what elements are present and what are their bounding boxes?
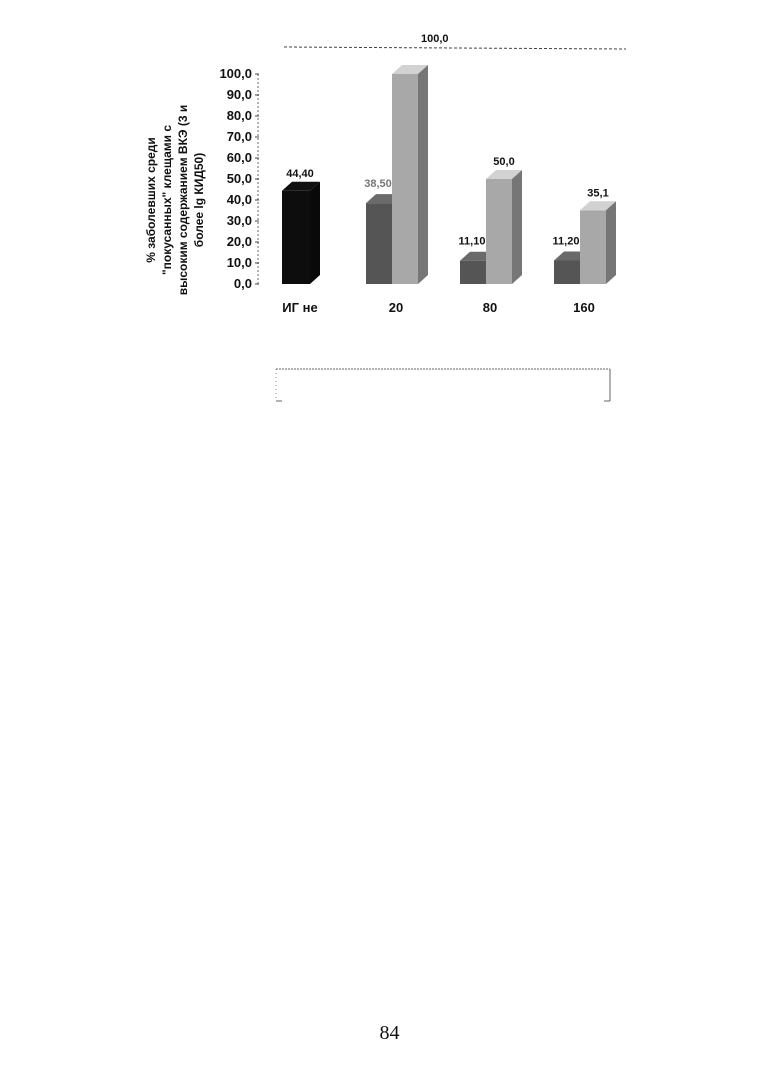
bar-1-series-2 xyxy=(392,65,428,284)
page-number: 84 xyxy=(379,1022,400,1044)
data-label: 11,10 xyxy=(458,235,486,248)
top-dashed-line xyxy=(284,47,626,49)
y-tick-label: 40,0 xyxy=(226,192,252,207)
bar-0-series-1-front xyxy=(282,191,310,284)
y-tick-label: 20,0 xyxy=(226,234,252,249)
y-axis-label-line-4: более lg КИД50) xyxy=(192,152,206,248)
y-axis-label-line-2: "покусанных" клещами с xyxy=(160,124,174,276)
y-axis-label-line-1: % заболевших среди xyxy=(144,137,158,263)
top-annotation: 100,0 xyxy=(421,33,449,45)
bar-2-series-2 xyxy=(486,170,522,284)
data-label: 38,50 xyxy=(364,178,392,191)
x-category-label: ИГ не xyxy=(282,300,318,315)
data-label: 11,20 xyxy=(552,235,580,248)
legend-box xyxy=(276,369,610,401)
y-tick-label: 100,0 xyxy=(219,66,252,81)
y-tick-label: 30,0 xyxy=(226,213,252,228)
bar-1-series-2-side xyxy=(418,65,428,284)
bars xyxy=(282,65,616,284)
y-axis-label-line-3: высоким содержанием ВКЭ (3 и xyxy=(176,104,190,296)
bar-2-series-2-front xyxy=(486,179,512,284)
bar-0-series-1 xyxy=(282,182,320,284)
y-tick-label: 90,0 xyxy=(226,87,252,102)
x-category-label: 160 xyxy=(573,300,595,315)
bar-1-series-2-front xyxy=(392,74,418,284)
y-tick-label: 70,0 xyxy=(226,129,252,144)
data-label: 50,0 xyxy=(493,156,515,168)
x-category-label: 80 xyxy=(482,300,498,315)
bar-3-series-1-front xyxy=(554,260,580,284)
bar-2-series-2-side xyxy=(512,170,522,284)
category-labels xyxy=(282,300,595,315)
data-label: 35,1 xyxy=(587,187,609,200)
bar-3-series-2-side xyxy=(606,201,616,284)
bar-0-series-1-side xyxy=(310,182,320,284)
y-tick-label: 80,0 xyxy=(226,108,252,123)
x-category-label: 20 xyxy=(388,300,404,315)
bar-2-series-1-front xyxy=(460,261,486,284)
y-tick-label: 10,0 xyxy=(226,255,252,270)
y-tick-label: 0,0 xyxy=(233,276,252,291)
bar-1-series-1-front xyxy=(366,203,392,284)
bar-3-series-2 xyxy=(580,201,616,284)
bar-3-series-2-front xyxy=(580,210,606,284)
y-axis-ticks xyxy=(219,66,259,291)
y-axis-label xyxy=(144,105,206,296)
y-tick-label: 60,0 xyxy=(226,150,252,165)
y-tick-label: 50,0 xyxy=(226,171,252,186)
data-label: 44,40 xyxy=(286,167,314,180)
